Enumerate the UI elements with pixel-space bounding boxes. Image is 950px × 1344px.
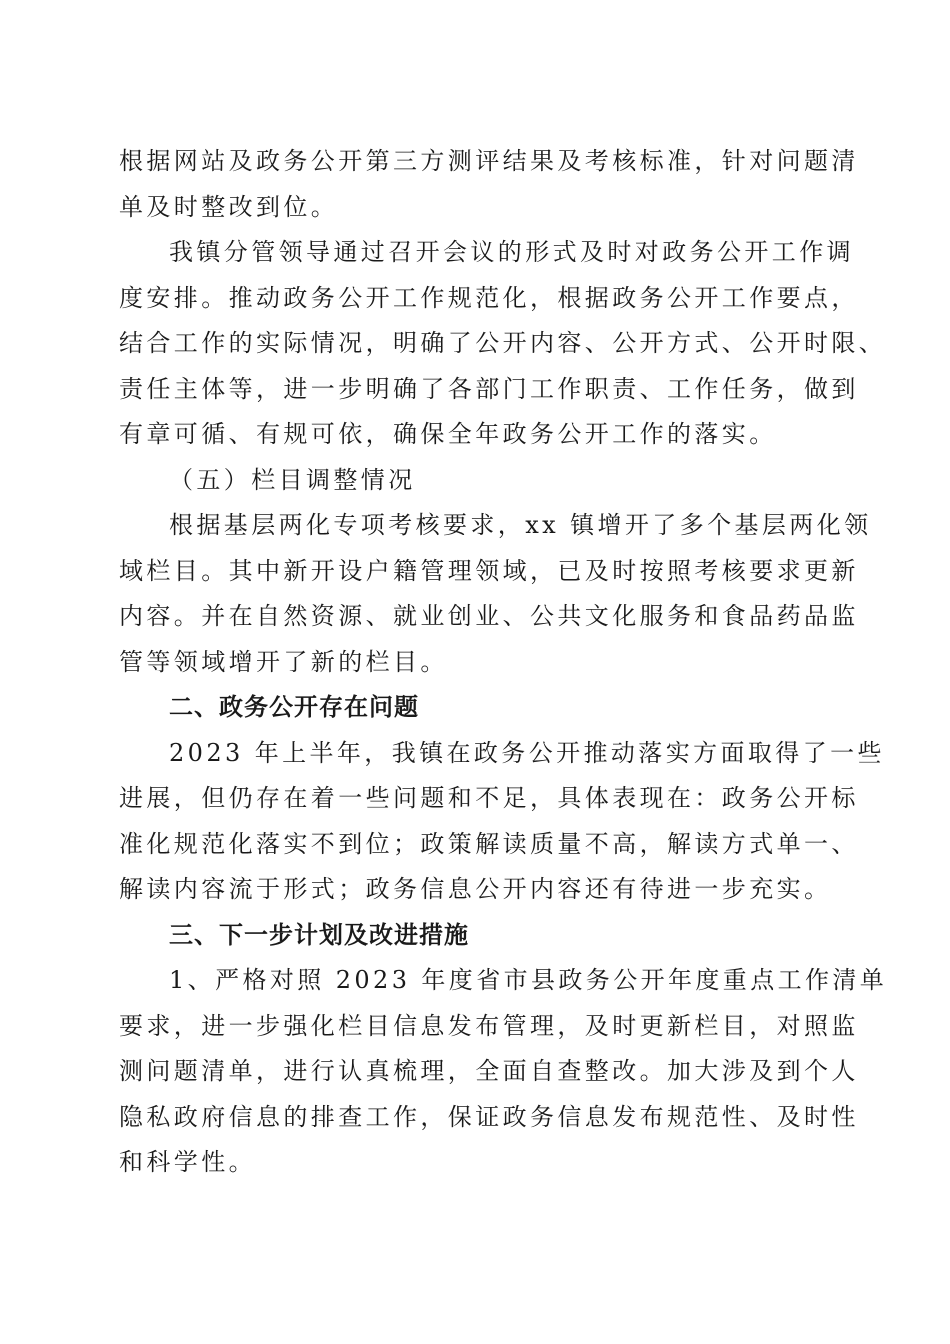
paragraph-line: 度安排。推动政务公开工作规范化，根据政务公开工作要点， — [119, 283, 859, 312]
section-heading: 二、政务公开存在问题 — [169, 693, 419, 721]
paragraph-line: 我镇分管领导通过召开会议的形式及时对政务公开工作调 — [169, 238, 854, 266]
paragraph-line: 准化规范化落实不到位；政策解读质量不高，解读方式单一、 — [119, 829, 859, 858]
paragraph-line: 解读内容流于形式；政务信息公开内容还有待进一步充实。 — [119, 875, 832, 903]
document-body — [119, 139, 888, 1186]
paragraph-line: 责任主体等，进一步明确了各部门工作职责、工作任务，做到 — [119, 374, 859, 403]
paragraph-line: 和科学性。 — [119, 1148, 256, 1176]
paragraph-line: 根据基层两化专项考核要求，xx 镇增开了多个基层两化领 — [169, 511, 872, 539]
paragraph-line: 根据网站及政务公开第三方测评结果及考核标准，针对问题清 — [119, 147, 859, 175]
paragraph-line: 单及时整改到位。 — [119, 192, 339, 221]
paragraph-line: 内容。并在自然资源、就业创业、公共文化服务和食品药品监 — [119, 602, 859, 630]
paragraph-line: 结合工作的实际情况，明确了公开内容、公开方式、公开时限、 — [119, 329, 887, 357]
section-subheading: （五）栏目调整情况 — [169, 465, 416, 494]
paragraph-line: 域栏目。其中新开设户籍管理领域，已及时按照考核要求更新 — [119, 556, 859, 585]
paragraph-line: 隐私政府信息的排查工作，保证政务信息发布规范性、及时性 — [119, 1102, 859, 1131]
paragraph-line: 测问题清单，进行认真梳理，全面自查整改。加大涉及到个人 — [119, 1057, 859, 1085]
paragraph-line: 2023 年上半年，我镇在政务公开推动落实方面取得了一些 — [169, 738, 885, 767]
paragraph-line: 进展，但仍存在着一些问题和不足，具体表现在：政务公开标 — [119, 784, 859, 812]
paragraph-line: 管等领域增开了新的栏目。 — [119, 647, 448, 676]
paragraph-line: 有章可循、有规可依，确保全年政务公开工作的落实。 — [119, 420, 777, 448]
section-heading: 三、下一步计划及改进措施 — [169, 920, 469, 949]
paragraph-line: 要求，进一步强化栏目信息发布管理，及时更新栏目，对照监 — [119, 1011, 859, 1040]
paragraph-line: 1、严格对照 2023 年度省市县政务公开年度重点工作清单 — [169, 966, 888, 994]
